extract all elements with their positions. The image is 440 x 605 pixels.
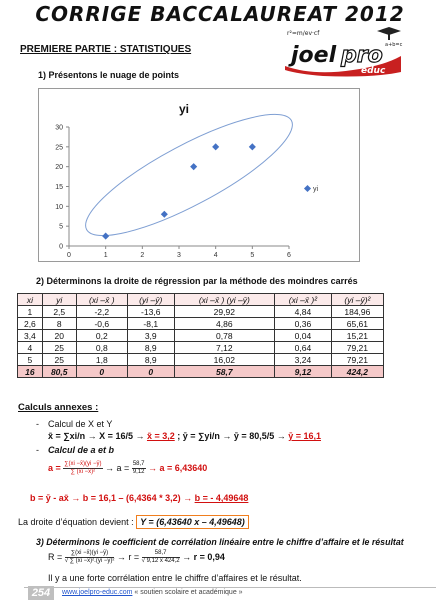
legend-marker — [304, 185, 311, 192]
header-cell: (yi –ȳ) — [127, 294, 174, 306]
mean-x-text: x̄ = ∑xi/n → X = 16/5 → — [48, 431, 147, 441]
chart-axes — [55, 125, 291, 260]
table-cell: 15,21 — [331, 330, 383, 342]
table-cell: 7,12 — [174, 342, 275, 354]
bullet-dash: - — [36, 419, 39, 429]
mean-y-result: ȳ = 16,1 — [288, 431, 321, 441]
table-cell: 1 — [18, 306, 43, 318]
table-cell: 8,9 — [127, 342, 174, 354]
table-cell: 0,78 — [174, 330, 275, 342]
table-cell: 8,9 — [127, 354, 174, 366]
annexes-title: Calculs annexes : — [18, 402, 99, 413]
total-cell: 424,2 — [331, 366, 383, 378]
data-point — [190, 163, 197, 170]
table-cell: 4,84 — [275, 306, 332, 318]
r-fraction — [65, 550, 115, 565]
logo-formula: r²=m/ev·cf — [287, 30, 320, 37]
table-cell: 2,5 — [42, 306, 76, 318]
regression-table — [17, 293, 384, 378]
table-header-row — [18, 294, 384, 306]
data-point — [212, 143, 219, 150]
table-cell: 8 — [42, 318, 76, 330]
chart-title: yi — [179, 102, 190, 116]
table-cell: 184,96 — [331, 306, 383, 318]
droite-text: La droite d’équation devient : — [18, 517, 137, 527]
x-tick-label: 4 — [213, 252, 218, 259]
header-cell: xi — [18, 294, 43, 306]
a-numerator: ∑(xi −x̄)(yi −ȳ) — [64, 461, 102, 467]
graduation-cap-icon — [377, 27, 401, 35]
y-tick-label: 25 — [55, 144, 63, 152]
conclusion-text: Il y a une forte corrélation entre le chiffre d’affaires et le résultat. — [48, 573, 302, 583]
a-denominator: ∑ (xi −x̄)² — [70, 469, 96, 475]
table-cell: 5 — [18, 354, 43, 366]
chart-canvas — [39, 89, 359, 261]
table-cell: 1,8 — [76, 354, 127, 366]
r-mid: → r = — [114, 551, 142, 562]
page-number: 254 — [28, 586, 54, 600]
part-heading — [20, 44, 191, 55]
legend-label: yi — [313, 186, 319, 193]
calc-xy-item: Calcul de X et Y — [48, 419, 113, 429]
header-cell: (xi –x̄ )² — [275, 294, 332, 306]
y-tick-label: 20 — [55, 164, 63, 172]
droite-equation: Y = (6,43640 x – 4,49648) — [136, 515, 249, 529]
r-value-fraction — [142, 550, 180, 565]
table-cell: 29,92 — [174, 306, 275, 318]
calc-ab-item: Calcul de a et b — [48, 445, 115, 455]
a-value-fraction — [132, 461, 146, 476]
y-tick-label: 5 — [59, 223, 63, 231]
chart-points — [102, 143, 256, 239]
table-cell: -8,1 — [127, 318, 174, 330]
table-row — [18, 354, 384, 366]
x-tick-label: 6 — [287, 252, 291, 259]
table-cell: 65,61 — [331, 318, 383, 330]
table-total-row — [18, 366, 384, 378]
point-cloud-ellipse — [72, 94, 305, 256]
total-cell: 80,5 — [42, 366, 76, 378]
total-cell: 9,12 — [275, 366, 332, 378]
r-result: → r = 0,94 — [179, 551, 225, 562]
droite-line — [18, 517, 249, 527]
table-cell: -2,2 — [76, 306, 127, 318]
table-cell: 4,86 — [174, 318, 275, 330]
a-mid: → a = — [102, 462, 132, 473]
table-cell: 4 — [18, 342, 43, 354]
chart-legend — [304, 185, 319, 193]
x-tick-label: 1 — [103, 252, 108, 259]
a-formula — [48, 461, 207, 476]
table-cell: 20 — [42, 330, 76, 342]
header-cell: (xi –x̄ ) (yi –ȳ) — [174, 294, 275, 306]
table-cell: 3,24 — [275, 354, 332, 366]
footer-text — [62, 589, 243, 596]
section-1-heading: 1) Présentons le nuage de points — [38, 70, 180, 80]
table-cell: 0,8 — [76, 342, 127, 354]
scatter-chart — [38, 88, 360, 262]
joelpro-logo — [283, 26, 403, 78]
footer-divider — [24, 587, 436, 588]
logo-name-2: pro — [341, 43, 383, 68]
mean-x-result: x̄ = 3,2 — [146, 431, 175, 441]
table-row — [18, 342, 384, 354]
r-denominator: √ ∑ (xi −x̄)².(yi −ȳ)² — [64, 558, 115, 564]
data-point — [102, 233, 109, 240]
a-fraction — [63, 461, 102, 476]
total-cell: 58,7 — [174, 366, 275, 378]
total-cell: 16 — [18, 366, 43, 378]
y-tick-label: 0 — [59, 243, 63, 251]
b-result: b = - 4,49648 — [194, 493, 249, 503]
a-label: a = — [48, 462, 64, 473]
a-value-denominator: 9,12 — [132, 469, 145, 475]
b-formula — [30, 493, 248, 503]
table-cell: 25 — [42, 354, 76, 366]
mean-y-text: ; ȳ = ∑yi/n → ȳ = 80,5/5 → — [174, 431, 289, 441]
header-cell: (xi –x̄ ) — [76, 294, 127, 306]
x-tick-label: 0 — [67, 252, 71, 259]
table-cell: 25 — [42, 342, 76, 354]
x-tick-label: 3 — [177, 252, 181, 259]
logo-formula-2: a+b=c — [385, 42, 403, 48]
mean-line — [48, 431, 321, 441]
table-cell: -0,6 — [76, 318, 127, 330]
section-2-heading: 2) Déterminons la droite de régression par la méthode des moindres carrés — [36, 276, 358, 286]
a-value-numerator: 58,7 — [132, 461, 145, 467]
site-link[interactable]: www.joelpro-educ.com — [62, 589, 133, 596]
a-result: → a = 6,43640 — [145, 462, 208, 473]
table-cell: 79,21 — [331, 354, 383, 366]
table-cell: 16,02 — [174, 354, 275, 366]
table-row — [18, 318, 384, 330]
y-tick-label: 15 — [55, 184, 63, 191]
table-cell: 79,21 — [331, 342, 383, 354]
logo-sub: educ — [361, 66, 386, 76]
table-cell: 3,4 — [18, 330, 43, 342]
x-tick-label: 5 — [250, 252, 255, 259]
y-tick-label: 30 — [55, 124, 63, 132]
total-cell: 0 — [76, 366, 127, 378]
slogan: « soutien scolaire et académique » — [132, 589, 243, 596]
table-cell: 0,36 — [275, 318, 332, 330]
bullet-dash: - — [36, 445, 39, 455]
r-formula — [48, 550, 225, 565]
table-cell: 0,2 — [76, 330, 127, 342]
data-point — [161, 211, 168, 218]
page-title: CORRIGE BACCALAUREAT 2012 — [35, 2, 405, 26]
table-row — [18, 306, 384, 318]
data-point — [249, 143, 256, 150]
table-cell: 3,9 — [127, 330, 174, 342]
x-tick-label: 2 — [140, 252, 145, 259]
r-value-numerator: 58,7 — [142, 550, 180, 558]
y-tick-label: 10 — [55, 203, 63, 211]
part-label: PREMIERE PARTIE : — [20, 44, 118, 55]
header-cell: (yi –ȳ)² — [331, 294, 383, 306]
header-cell: yi — [42, 294, 76, 306]
logo-name-1: joel — [291, 43, 337, 68]
section-3-heading: 3) Déterminons le coefficient de corrélation linéaire entre le chiffre d’affaire et le résultat — [36, 537, 404, 547]
total-cell: 0 — [127, 366, 174, 378]
part-topic: STATISTIQUES — [117, 44, 192, 55]
r-label: R = — [48, 551, 65, 562]
table-cell: 0,04 — [275, 330, 332, 342]
table-cell: 0,64 — [275, 342, 332, 354]
table-cell: -13,6 — [127, 306, 174, 318]
table-cell: 2,6 — [18, 318, 43, 330]
r-numerator: ∑(xi −x̄)(yi −ȳ) — [65, 550, 115, 558]
b-text: b = ȳ - ax̄ → b = 16,1 – (6,4364 * 3,2) → — [30, 493, 195, 503]
table-row — [18, 330, 384, 342]
r-value-denominator: √ 9,12 x 424,2 — [141, 558, 180, 564]
